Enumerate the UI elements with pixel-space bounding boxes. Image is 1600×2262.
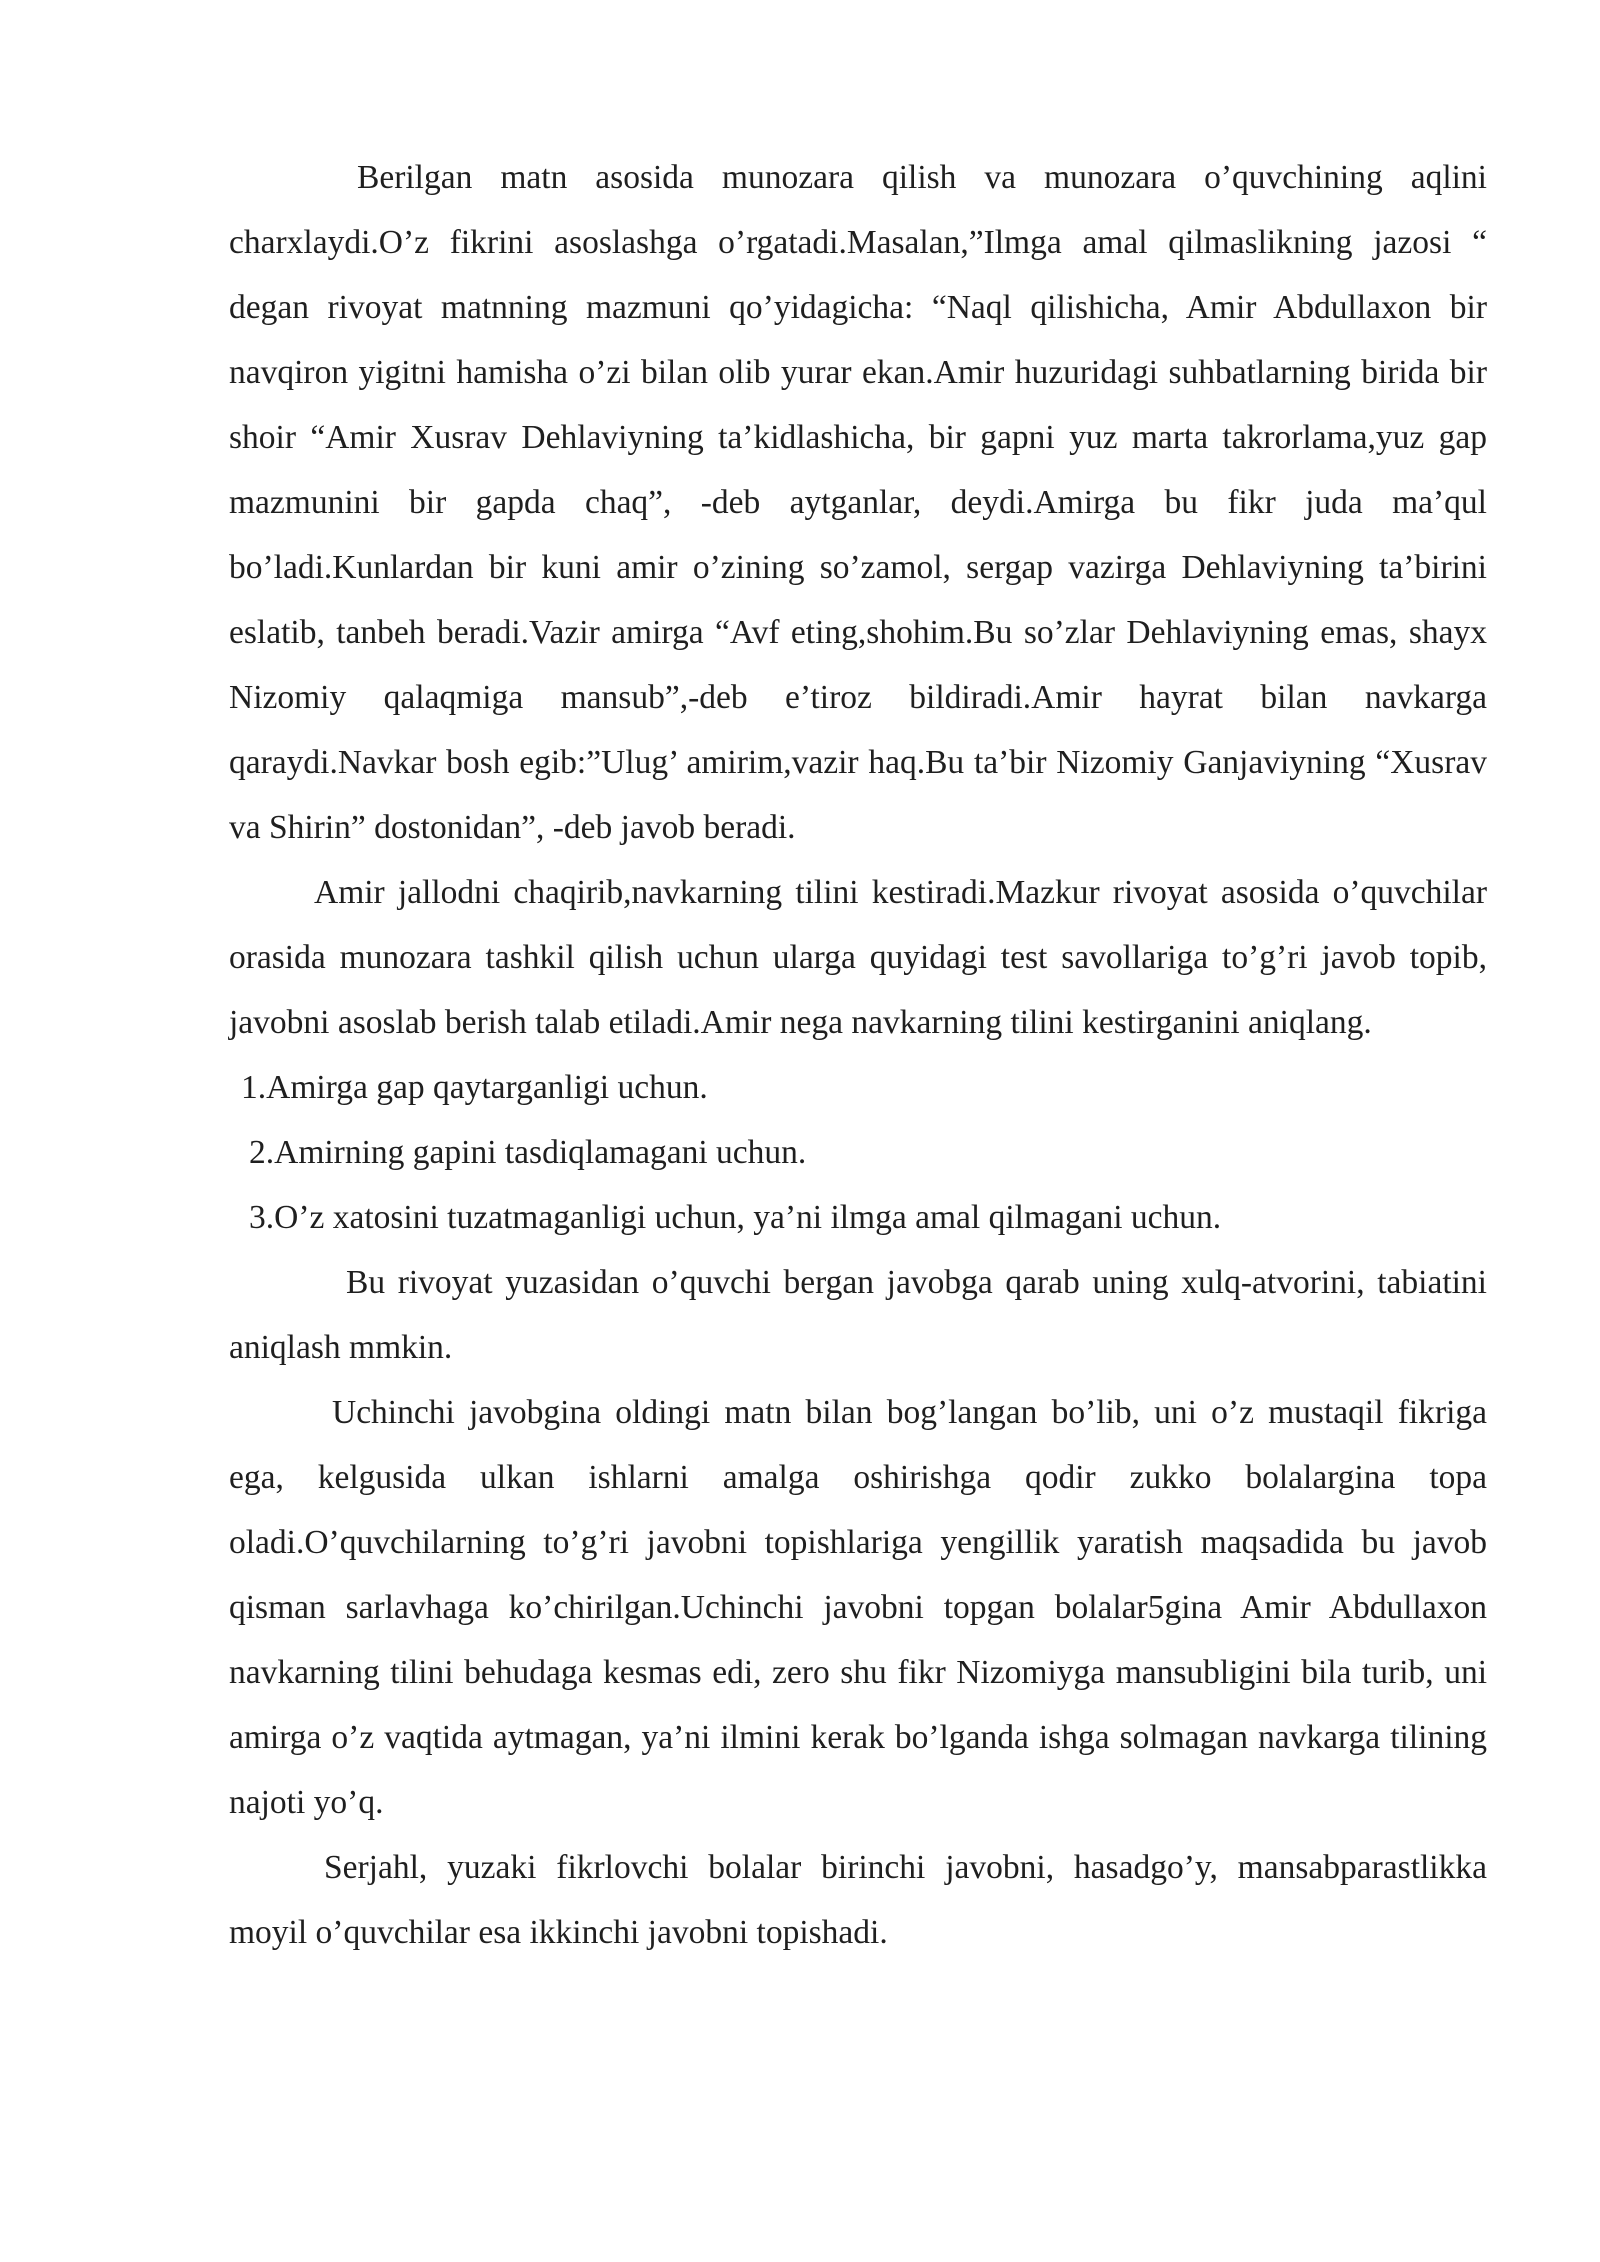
paragraph-question: Amir jallodni chaqirib,navkarning tilini kestiradi.Mazkur rivoyat asosida o’quvchilar orasida munozara tashkil qilish uchun ularga quyidagi test savollariga to’g’ri javob topib, javobni asoslab berish talab etiladi.Amir nega navkarning tilini kestirganini aniqlang. — [229, 874, 1487, 1041]
paragraph-behavior: Bu rivoyat yuzasidan o’quvchi bergan javobga qarab uning xulq-atvorini, tabiatini aniqlash mmkin. — [229, 1264, 1487, 1366]
paragraph-intro: Berilgan matn asosida munozara qilish va munozara o’quvchining aqlini charxlaydi.O’z fikrini asoslashga o’rgatadi.Masalan,”Ilmga amal qilmaslikning jazosi “ degan rivoyat matnning mazmuni qo’yidagicha: “Naql qilishicha, Amir Abdullaxon bir navqiron yigitni hamisha o’zi bilan olib yurar ekan.Amir huzuridagi suhbatlarning birida bir shoir “Amir Xusrav Dehlaviyning ta’kidlashicha, bir gapni yuz marta takrorlama,yuz gap mazmunini bir gapda chaq”, -deb aytganlar, deydi.Amirga bu fikr juda ma’qul bo’ladi.Kunlardan bir kuni amir o’zining so’zamol, sergap vazirga Dehlaviyning ta’birini eslatib, tanbeh beradi.Vazir amirga “Avf eting,shohim.Bu so’zlar Dehlaviyning emas, shayx Nizomiy qalaqmiga mansub”,-deb e’tiroz bildiradi.Amir hayrat bilan navkarga qaraydi.Navkar bosh egib:”Ulug’ amirim,vazir haq.Bu ta’bir Nizomiy Ganjaviyning “Xusrav va Shirin” dostonidan”, -deb javob beradi. — [229, 159, 1487, 846]
answer-option-3: 3.O’z xatosini tuzatmaganligi uchun, ya’ni ilmga amal qilmagani uchun. — [249, 1199, 1222, 1236]
paragraph-conclusion: Serjahl, yuzaki fikrlovchi bolalar birinchi javobni, hasadgo’y, mansabparastlikka moyil o’quvchilar esa ikkinchi javobni topishadi. — [229, 1849, 1487, 1951]
answer-option-1: 1.Amirga gap qaytarganligi uchun. — [241, 1069, 708, 1106]
answer-option-2: 2.Amirning gapini tasdiqlamagani uchun. — [249, 1134, 807, 1171]
paragraph-third-answer: Uchinchi javobgina oldingi matn bilan bog’langan bo’lib, uni o’z mustaqil fikriga ega, kelgusida ulkan ishlarni amalga oshirishga qodir zukko bolalargina topa oladi.O’quvchilarning to’g’ri javobni topishlariga yengillik yaratish maqsadida bu javob qisman sarlavhaga ko’chirilgan.Uchinchi javobni topgan bolalar5gina Amir Abdullaxon navkarning tilini behudaga kesmas edi, zero shu fikr Nizomiyga mansubligini bila turib, uni amirga o’z vaqtida aytmagan, ya’ni ilmini kerak bo’lganda ishga solmagan navkarga tilining najoti yo’q. — [229, 1394, 1487, 1821]
document-body — [229, 145, 1487, 1965]
